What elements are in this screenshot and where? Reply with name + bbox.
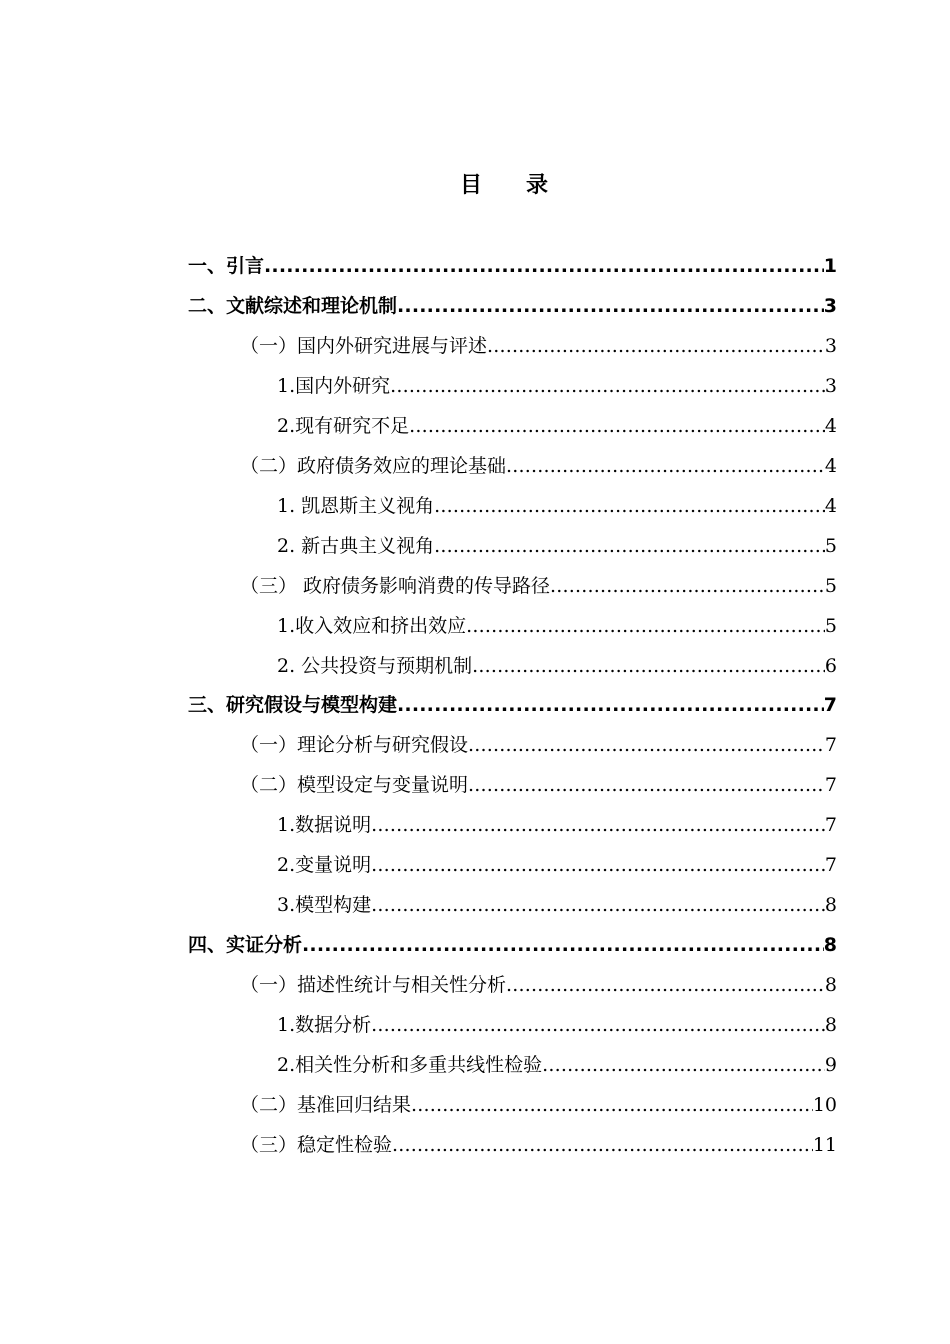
toc-page-number: 7 — [824, 734, 837, 757]
toc-entry[interactable] — [240, 725, 837, 765]
toc-entry[interactable] — [277, 366, 837, 406]
toc-dot-leader — [371, 1005, 825, 1045]
toc-entry[interactable] — [277, 1045, 837, 1085]
toc-entry[interactable] — [188, 286, 837, 326]
toc-title — [0, 168, 950, 204]
toc-dot-leader — [390, 366, 825, 406]
toc-dot-leader — [434, 526, 825, 566]
toc-entry-text: 2. 公共投资与预期机制 — [277, 654, 473, 677]
toc-dot-leader — [506, 446, 825, 486]
toc-page-number: 6 — [824, 654, 837, 677]
toc-dot-leader — [409, 406, 825, 446]
toc-page-number: 4 — [824, 494, 837, 517]
toc-dot-leader — [371, 845, 825, 885]
toc-entry-text: （三）稳定性检验 — [240, 1133, 393, 1156]
toc-dot-leader — [468, 765, 825, 805]
toc-dot-leader — [466, 606, 825, 646]
toc-entry-text: （二）政府债务效应的理论基础 — [240, 454, 507, 477]
toc-entry-text: 1.国内外研究 — [277, 374, 391, 397]
toc-entry-text: （二）模型设定与变量说明 — [240, 774, 469, 797]
toc-page-number: 11 — [812, 1133, 837, 1156]
toc-entry-text: （三） 政府债务影响消费的传导路径 — [240, 574, 551, 597]
toc-page-number: 3 — [823, 294, 837, 317]
toc-dot-leader — [302, 925, 824, 965]
toc-entry[interactable] — [240, 965, 837, 1005]
toc-entry[interactable] — [240, 1085, 837, 1125]
toc-entry[interactable] — [277, 406, 837, 446]
toc-entry[interactable] — [277, 526, 837, 566]
toc-entry-text: 二、文献综述和理论机制 — [188, 294, 398, 317]
toc-entry-text: 1.收入效应和挤出效应 — [277, 614, 467, 637]
toc-page-number: 3 — [824, 334, 837, 357]
toc-page-number: 4 — [824, 454, 837, 477]
toc-page-number: 8 — [824, 894, 837, 917]
toc-entry[interactable] — [188, 925, 837, 965]
toc-dot-leader — [506, 965, 825, 1005]
toc-dot-leader — [542, 1045, 825, 1085]
toc-entry-text: 1. 凯恩斯主义视角 — [277, 494, 435, 517]
toc-dot-leader — [397, 685, 824, 725]
toc-entry[interactable] — [277, 646, 837, 686]
toc-dot-leader — [411, 1085, 813, 1125]
toc-entry[interactable] — [277, 845, 837, 885]
toc-dot-leader — [371, 805, 825, 845]
toc-entry[interactable] — [188, 246, 837, 286]
toc-entry[interactable] — [277, 606, 837, 646]
toc-entry[interactable] — [277, 885, 837, 925]
toc-dot-leader — [468, 725, 825, 765]
toc-page-number: 7 — [824, 774, 837, 797]
toc-entry-text: 1.数据说明 — [277, 814, 372, 837]
toc-entry-text: 2. 新古典主义视角 — [277, 534, 435, 557]
toc-page-number: 8 — [824, 1014, 837, 1037]
toc-dot-leader — [392, 1125, 813, 1165]
toc-title-char-2: 录 — [526, 173, 551, 198]
toc-page-number: 1 — [823, 255, 837, 277]
toc-title-char-1: 目 — [459, 173, 484, 198]
toc-dot-leader — [472, 646, 825, 686]
toc-page-number: 9 — [824, 1054, 837, 1076]
toc-entry-text: 一、引言 — [188, 255, 265, 277]
toc-page-number: 5 — [824, 574, 837, 597]
toc-entry-text: 3.模型构建 — [277, 894, 372, 917]
toc-entry[interactable] — [277, 1005, 837, 1045]
toc-page-number: 7 — [823, 694, 837, 717]
toc-entry-text: 2.相关性分析和多重共线性检验 — [277, 1054, 543, 1076]
toc-dot-leader — [264, 246, 824, 286]
toc-entry-text: （一）描述性统计与相关性分析 — [240, 974, 507, 997]
toc-page-number: 3 — [824, 374, 837, 397]
toc-entry[interactable] — [240, 765, 837, 805]
toc-dot-leader — [434, 486, 825, 526]
toc-entry[interactable] — [240, 1125, 837, 1165]
toc-dot-leader — [550, 566, 825, 606]
toc-dot-leader — [397, 286, 824, 326]
toc-entry-text: 2.现有研究不足 — [277, 414, 410, 437]
toc-entry-text: （一）国内外研究进展与评述 — [240, 334, 488, 357]
toc-dot-leader — [371, 885, 825, 925]
toc-entry-text: 1.数据分析 — [277, 1014, 372, 1037]
toc-entry-text: （二）基准回归结果 — [240, 1093, 412, 1116]
toc-entry[interactable] — [240, 446, 837, 486]
toc-page-number: 10 — [812, 1093, 837, 1116]
toc-page-number: 5 — [824, 614, 837, 637]
toc-page-number: 4 — [824, 414, 837, 437]
toc-entry[interactable] — [277, 805, 837, 845]
toc-entry-text: 四、实证分析 — [188, 934, 303, 957]
toc-page-number: 8 — [823, 934, 837, 957]
toc-dot-leader — [487, 326, 825, 366]
toc-entry[interactable] — [240, 566, 837, 606]
toc-entry[interactable] — [277, 486, 837, 526]
toc-page-number: 8 — [824, 974, 837, 997]
toc-page-number: 5 — [824, 534, 837, 557]
toc-entry[interactable] — [188, 685, 837, 725]
toc-page-number: 7 — [824, 814, 837, 837]
toc-page-number: 7 — [824, 854, 837, 877]
toc-entry-text: （一）理论分析与研究假设 — [240, 734, 469, 757]
toc-entry[interactable] — [240, 326, 837, 366]
toc-entry-text: 三、研究假设与模型构建 — [188, 694, 398, 717]
toc-entry-text: 2.变量说明 — [277, 854, 372, 877]
